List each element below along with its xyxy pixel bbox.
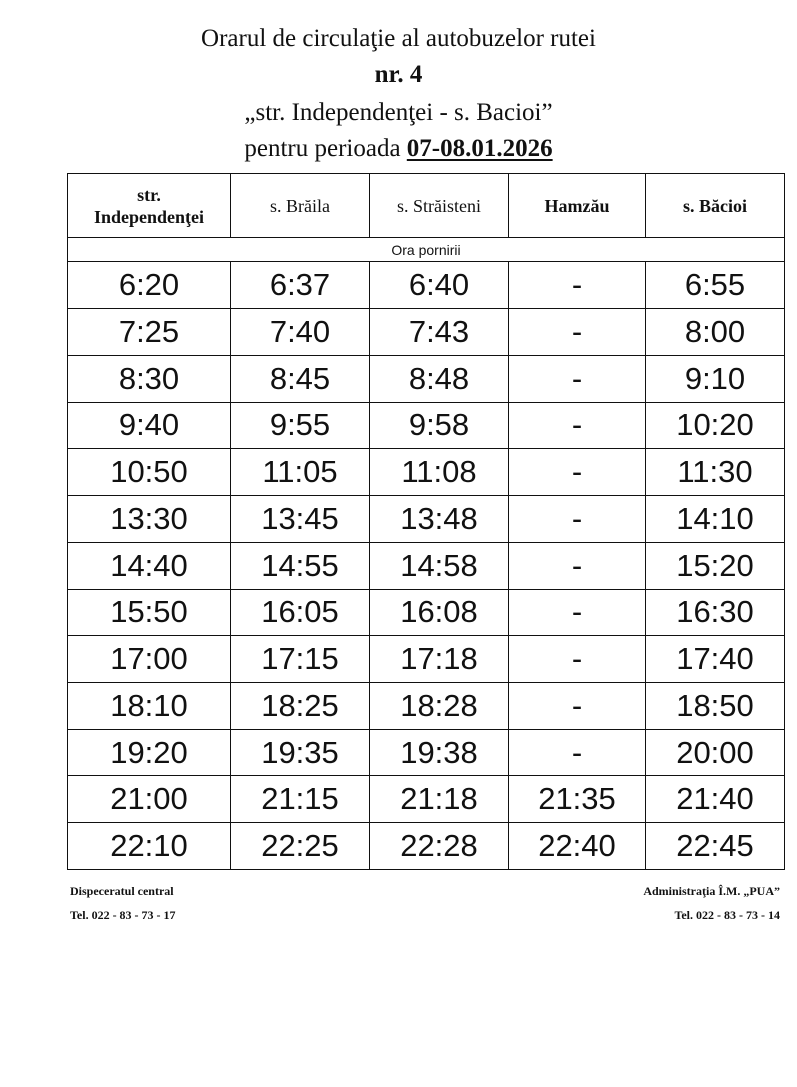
time-cell: 9:10	[646, 355, 785, 402]
time-cell: -	[509, 683, 646, 730]
table-row	[68, 729, 785, 776]
time-cell: 13:48	[370, 496, 509, 543]
time-cell: 22:45	[646, 823, 785, 870]
time-cell: 13:45	[231, 496, 370, 543]
time-cell: 19:38	[370, 729, 509, 776]
time-cell: 11:30	[646, 449, 785, 496]
time-cell: 18:50	[646, 683, 785, 730]
time-cell: 8:45	[231, 355, 370, 402]
time-cell: -	[509, 589, 646, 636]
time-cell: 17:15	[231, 636, 370, 683]
dispatch-phone: Tel. 022 - 83 - 73 - 17	[70, 908, 176, 922]
time-cell: 18:10	[68, 683, 231, 730]
time-cell: 7:25	[68, 309, 231, 356]
time-cell: 22:25	[231, 823, 370, 870]
table-row	[68, 496, 785, 543]
time-cell: 22:28	[370, 823, 509, 870]
time-cell: 21:40	[646, 776, 785, 823]
time-cell: 17:40	[646, 636, 785, 683]
period-line	[0, 134, 797, 164]
time-cell: 22:40	[509, 823, 646, 870]
route-number: nr. 4	[374, 61, 423, 88]
column-header-straisteni	[370, 174, 509, 238]
table-row	[68, 262, 785, 309]
table-row	[68, 542, 785, 589]
time-cell: 17:18	[370, 636, 509, 683]
time-cell: 6:20	[68, 262, 231, 309]
time-cell: -	[509, 542, 646, 589]
time-cell: -	[509, 729, 646, 776]
time-cell: 14:10	[646, 496, 785, 543]
column-header-line: s. Brăila	[270, 195, 330, 216]
period-label: pentru perioada	[244, 135, 407, 162]
dispatch-name: Dispeceratul central	[70, 884, 174, 898]
table-row	[68, 776, 785, 823]
time-cell: 16:30	[646, 589, 785, 636]
time-cell: -	[509, 496, 646, 543]
table-row	[68, 449, 785, 496]
time-cell: 16:08	[370, 589, 509, 636]
column-header-bacioi	[646, 174, 785, 238]
time-cell: 10:50	[68, 449, 231, 496]
time-cell: 21:15	[231, 776, 370, 823]
time-cell: 13:30	[68, 496, 231, 543]
time-cell: 18:28	[370, 683, 509, 730]
table-row	[68, 355, 785, 402]
time-cell: 17:00	[68, 636, 231, 683]
time-cell: 7:40	[231, 309, 370, 356]
column-header-line: s. Băcioi	[682, 195, 747, 216]
time-cell: 15:50	[68, 589, 231, 636]
time-cell: 21:35	[509, 776, 646, 823]
column-header-independentei	[68, 174, 231, 238]
time-cell: 21:00	[68, 776, 231, 823]
table-row	[68, 589, 785, 636]
column-header-line: s. Străisteni	[397, 195, 481, 216]
time-cell: 15:20	[646, 542, 785, 589]
time-cell: -	[509, 449, 646, 496]
route-name: „str. Independenţei - s. Bacioi”	[244, 99, 553, 126]
time-cell: 7:43	[370, 309, 509, 356]
schedule-title: Orarul de circulaţie al autobuzelor rutei	[201, 25, 596, 52]
time-cell: -	[509, 636, 646, 683]
column-header-line: str.	[137, 184, 161, 205]
time-cell: 8:30	[68, 355, 231, 402]
administration-name: Administraţia Î.M. „PUA”	[643, 884, 780, 898]
time-cell: 8:48	[370, 355, 509, 402]
column-header-line: Independenţei	[93, 206, 205, 227]
time-cell: 6:37	[231, 262, 370, 309]
time-cell: 22:10	[68, 823, 231, 870]
table-row	[68, 636, 785, 683]
column-header-braila	[231, 174, 370, 238]
time-cell: 9:40	[68, 402, 231, 449]
timetable-body	[68, 262, 785, 870]
table-row	[68, 402, 785, 449]
time-cell: 19:35	[231, 729, 370, 776]
time-cell: 14:55	[231, 542, 370, 589]
subheader-row	[68, 238, 785, 262]
time-cell: 11:08	[370, 449, 509, 496]
time-cell: 9:58	[370, 402, 509, 449]
column-header-line: Hamzău	[544, 195, 610, 216]
time-cell: 6:40	[370, 262, 509, 309]
time-cell: 14:58	[370, 542, 509, 589]
column-header-hamzau	[509, 174, 646, 238]
time-cell: 18:25	[231, 683, 370, 730]
table-row	[68, 683, 785, 730]
time-cell: 19:20	[68, 729, 231, 776]
time-cell: 10:20	[646, 402, 785, 449]
administration-phone: Tel. 022 - 83 - 73 - 14	[674, 908, 780, 922]
table-row	[68, 823, 785, 870]
departure-time-label: Ora pornirii	[68, 238, 785, 262]
time-cell: 20:00	[646, 729, 785, 776]
period-dates: 07-08.01.2026	[406, 135, 553, 162]
time-cell: 16:05	[231, 589, 370, 636]
time-cell: 8:00	[646, 309, 785, 356]
time-cell: 14:40	[68, 542, 231, 589]
time-cell: -	[509, 309, 646, 356]
time-cell: 21:18	[370, 776, 509, 823]
table-row	[68, 309, 785, 356]
time-cell: -	[509, 262, 646, 309]
time-cell: 9:55	[231, 402, 370, 449]
time-cell: -	[509, 355, 646, 402]
time-cell: 6:55	[646, 262, 785, 309]
time-cell: -	[509, 402, 646, 449]
time-cell: 11:05	[231, 449, 370, 496]
timetable	[67, 173, 785, 870]
column-header-row	[68, 174, 785, 238]
